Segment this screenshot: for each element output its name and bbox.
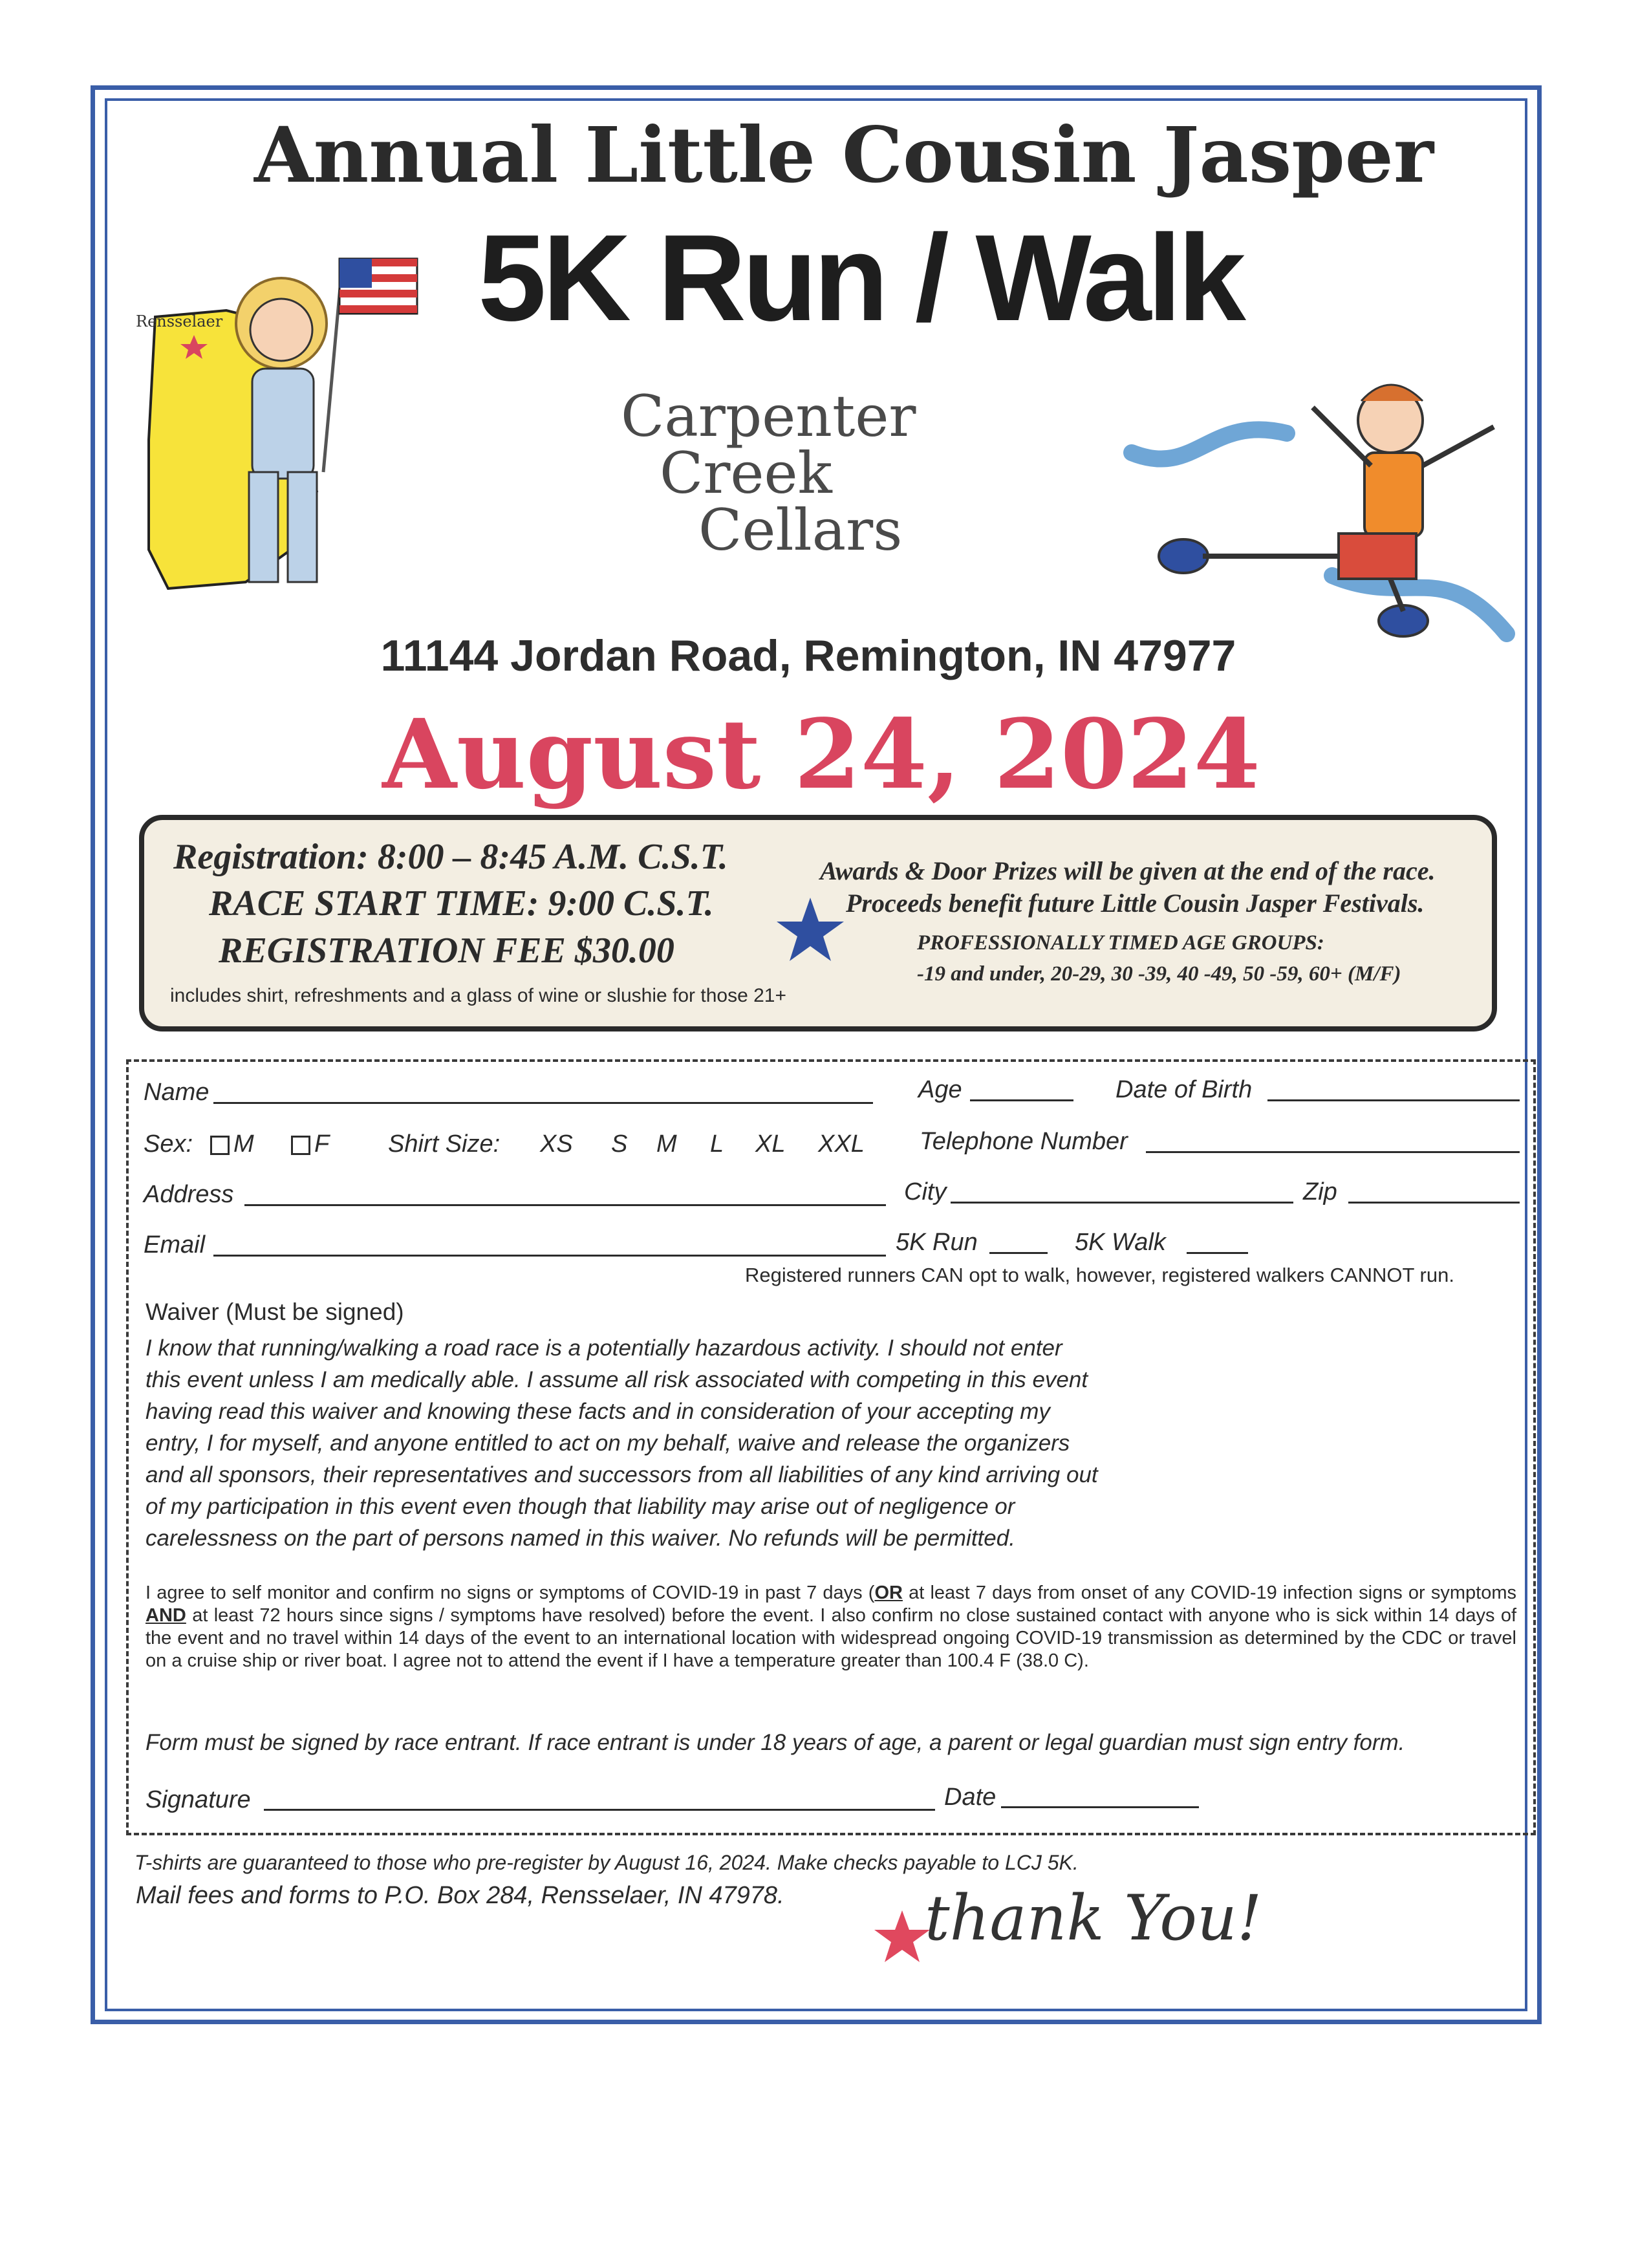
city-label: City [904, 1178, 947, 1205]
fee-includes: includes shirt, refreshments and a glass of wine or slushie for those 21+ [170, 985, 786, 1006]
telephone-field[interactable] [1146, 1151, 1520, 1153]
sex-label: Sex: [144, 1130, 193, 1158]
city-field[interactable] [951, 1202, 1293, 1204]
size-l[interactable]: L [710, 1130, 724, 1158]
male-label: M [233, 1130, 254, 1158]
size-xxl[interactable]: XXL [818, 1130, 865, 1158]
map-label: Rensselaer [136, 312, 223, 330]
address-field[interactable] [244, 1204, 886, 1206]
male-checkbox[interactable] [210, 1136, 230, 1155]
dob-label: Date of Birth [1116, 1076, 1253, 1103]
event-date: August 24, 2024 [382, 698, 1260, 810]
walk-label: 5K Walk [1075, 1229, 1166, 1256]
run-label: 5K Run [896, 1229, 978, 1256]
signature-field[interactable] [264, 1809, 935, 1811]
blue-star-icon [775, 894, 846, 966]
age-field[interactable] [970, 1099, 1073, 1101]
age-groups-title: PROFESSIONALLY TIMED AGE GROUPS: [917, 931, 1324, 955]
size-m[interactable]: M [656, 1130, 677, 1158]
walk-note: Registered runners CAN opt to walk, however, registered walkers CANNOT run. [745, 1264, 1454, 1286]
logo-line-2: Creek [660, 440, 832, 506]
name-label: Name [144, 1079, 210, 1106]
sex-female-option[interactable] [291, 1130, 329, 1158]
age-label: Age [918, 1076, 962, 1103]
registration-time: Registration: 8:00 – 8:45 A.M. C.S.T. [173, 837, 728, 877]
covid-and: AND [146, 1605, 186, 1626]
event-address: 11144 Jordan Road, Remington, IN 47977 [380, 631, 1236, 680]
title-line-2: 5K Run / Walk [478, 210, 1242, 347]
covid-part-1: I agree to self monitor and confirm no signs or symptoms of COVID-19 in past 7 days ( [146, 1582, 875, 1603]
name-field[interactable] [213, 1102, 873, 1104]
zip-label: Zip [1303, 1178, 1337, 1205]
title-line-1: Annual Little Cousin Jasper [253, 110, 1434, 200]
email-label: Email [144, 1231, 206, 1258]
covid-or: OR [874, 1582, 903, 1603]
size-xs[interactable]: XS [540, 1130, 573, 1158]
female-label: F [314, 1130, 330, 1158]
shirt-size-label: Shirt Size: [388, 1130, 501, 1158]
covid-part-3: at least 72 hours since signs / symptoms have resolved) before the event. I also confirm no close sustained contact with anyone who is sick within 14 days of the event and no travel within 14 days of the event to an international location with widespread ongoing COVID-19 transmission as determined by the CDC or travel on a cruise ship or river boat. I agree not to attend the event if I have a temperature greater than 100.4 F (38.0 C). [146, 1605, 1516, 1671]
proceeds-text: Proceeds benefit future Little Cousin Jasper Festivals. [846, 889, 1425, 918]
runner-illustration [1119, 362, 1526, 660]
waiver-text: I know that running/walking a road race is a potentially hazardous activity. I should not enter this event unless I am medically able. I assume all risk associated with competing in this event having read this waiver and knowing these facts and in consideration of your accepting my entry, I for myself, and anyone entitled to act on my behalf, waive and release the organizers and all sponsors, their representatives and successors from all liabilities of any kind arriving out of my participation in this event even though that liability may arise out of negligence or carelessness on the part of persons named in this waiver. No refunds will be permitted. [146, 1335, 1098, 1551]
covid-part-2: at least 7 days from onset of any COVID-19 infection signs or symptoms [902, 1582, 1516, 1603]
awards-text: Awards & Door Prizes will be given at the end of the race. [820, 856, 1436, 885]
tshirt-note: T-shirts are guaranteed to those who pre-register by August 16, 2024. Make checks payable to LCJ 5K. [135, 1851, 1079, 1874]
telephone-label: Telephone Number [920, 1128, 1128, 1155]
dob-field[interactable] [1267, 1099, 1520, 1101]
run-field[interactable] [989, 1252, 1048, 1254]
age-groups-list: -19 and under, 20-29, 30 -39, 40 -49, 50 -59, 60+ (M/F) [917, 962, 1401, 986]
size-s[interactable]: S [611, 1130, 628, 1158]
jasper-boy-illustration [129, 246, 440, 608]
race-start-time: RACE START TIME: 9:00 C.S.T. [209, 883, 714, 923]
logo-line-3: Cellars [698, 497, 903, 563]
signature-date-field[interactable] [1001, 1806, 1199, 1808]
logo-line-1: Carpenter [621, 383, 916, 449]
signature-requirement: Form must be signed by race entrant. If race entrant is under 18 years of age, a parent or legal guardian must sign entry form. [146, 1730, 1405, 1755]
covid-agreement [146, 1582, 1516, 1672]
event-info-box [139, 815, 1497, 1031]
sex-male-option[interactable] [210, 1130, 254, 1158]
red-star-icon [873, 1908, 931, 1966]
email-field[interactable] [213, 1255, 886, 1257]
walk-field[interactable] [1187, 1252, 1248, 1254]
winery-logo [621, 383, 916, 563]
american-flag-icon [339, 259, 417, 314]
thank-you-script: thank You! [925, 1882, 1262, 1954]
female-checkbox[interactable] [291, 1136, 310, 1155]
waiver-title: Waiver (Must be signed) [146, 1299, 404, 1325]
signature-date-label: Date [944, 1784, 997, 1811]
size-xl[interactable]: XL [755, 1130, 786, 1158]
zip-field[interactable] [1348, 1202, 1520, 1204]
address-label: Address [144, 1181, 234, 1208]
mail-instructions: Mail fees and forms to P.O. Box 284, Rensselaer, IN 47978. [136, 1882, 784, 1909]
registration-fee: REGISTRATION FEE $30.00 [219, 931, 674, 971]
signature-label: Signature [146, 1786, 251, 1813]
